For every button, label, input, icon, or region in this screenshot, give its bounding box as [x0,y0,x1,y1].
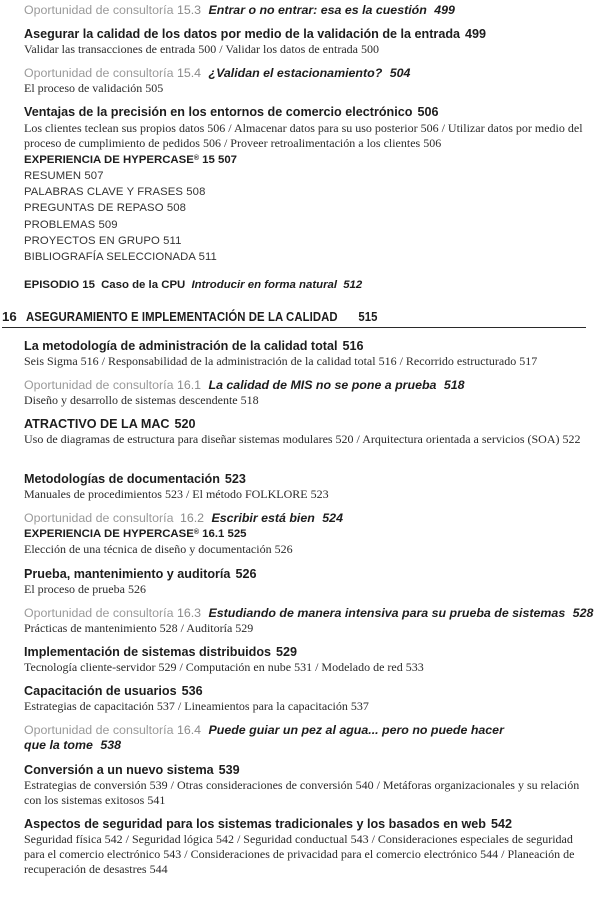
episode-title: Introducir en forma natural [191,279,338,291]
consulting-title: Entrar o no entrar: esa es la cuestión [208,3,427,17]
section-title: Conversión a un nuevo sistema [24,763,214,777]
episode-15 [24,278,586,292]
section-heading [24,763,586,778]
consulting-number: 15.3 [176,3,202,17]
episode-label: EPISODIO 15 [24,279,95,291]
consulting-label: Oportunidad de consultoría [24,723,174,737]
consulting-number: 16.3 [176,606,202,620]
list-item: PREGUNTAS DE REPASO 508 [24,202,186,215]
consulting-opportunity-16-2 [24,511,586,526]
hypercase-experience-15 [24,153,586,167]
section-body: Los clientes teclean sus propios datos 506 / Almacenar datos para su uso posterior 506 / Utilizar datos por medio del proceso de cumplimiento de pedidos 506 / Proveer retroalimentación a los clientes 506 [24,121,583,150]
experience-title: EXPERIENCIA DE HYPERCASE [24,154,194,166]
consulting-title: La calidad de MIS no se pone a prueba [208,378,437,392]
section-page: 526 [235,567,257,581]
consulting-body: Diseño y desarrollo de sistemas descendente 518 [24,393,259,407]
chapter-title: ASEGURAMIENTO E IMPLEMENTACIÓN DE LA CALIDAD [25,309,338,324]
section-title: La metodología de administración de la calidad total [24,339,338,353]
section-heading [24,472,586,487]
section-body: El proceso de prueba 526 [24,582,146,596]
section-page: 516 [342,339,364,353]
consulting-label: Oportunidad de consultoría [24,378,174,392]
section-title: Prueba, mantenimiento y auditoría [24,567,231,581]
consulting-opportunity-16-3 [24,606,594,621]
consulting-opportunity-16-1 [24,378,586,393]
consulting-number: 16.2 [179,511,205,525]
registered-mark: ® [193,529,200,536]
list-item: PALABRAS CLAVE Y FRASES 508 [24,186,206,199]
section-title: Aspectos de seguridad para los sistemas tradicionales y los basados en web [24,817,486,831]
section-heading [24,105,586,120]
experience-number-page: 15 507 [199,154,238,166]
section-title: Asegurar la calidad de los datos por medio de la validación de la entrada [24,27,461,41]
section-title: Ventajas de la precisión en los entornos de comercio electrónico [24,105,413,119]
consulting-number: 16.1 [176,378,202,392]
section-body: Tecnología cliente-servidor 529 / Computación en nube 531 / Modelado de red 533 [24,660,424,674]
consulting-title: ¿Validan el estacionamiento? [208,66,383,80]
consulting-body: El proceso de validación 505 [24,81,164,95]
section-body: Seguridad física 542 / Seguridad lógica 542 / Seguridad conductual 543 / Consideraciones especiales de seguridad para el comercio electrónico 543 / Consideraciones de privacidad para el comercio electrónico 544 / Planeación de recuperación de desastres 544 [24,832,575,876]
section-heading [24,567,586,582]
section-title: ATRACTIVO DE LA MAC [24,417,170,431]
chapter-page: 515 [358,309,378,324]
hypercase-experience-16-1 [24,527,586,541]
consulting-opportunity-15-4 [24,66,586,81]
consulting-page: 524 [322,511,343,525]
consulting-label: Oportunidad de consultoría [24,606,174,620]
section-heading [24,684,586,699]
chapter-rule [2,327,586,328]
section-body: Estrategias de conversión 539 / Otras consideraciones de conversión 540 / Metáforas organizacionales y su relación con los sistemas exitosos 541 [24,778,580,807]
consulting-title: Escribir está bien [211,511,315,525]
experience-title: EXPERIENCIA DE HYPERCASE [24,528,194,540]
section-body: Manuales de procedimientos 523 / El método FOLKLORE 523 [24,487,329,501]
section-heading [24,817,586,832]
consulting-title: Puede guiar un pez al agua... pero no puede hacer [208,723,504,737]
episode-case: Caso de la CPU [101,279,186,291]
chapter-title-with-page [26,309,378,324]
section-page: 499 [465,27,487,41]
list-item: PROYECTOS EN GRUPO 511 [24,234,182,247]
consulting-opportunity-16-4 [24,723,586,738]
consulting-title-continuation [24,738,586,753]
section-body: Validar las transacciones de entrada 500 / Validar los datos de entrada 500 [24,42,379,56]
consulting-title: Estudiando de manera intensiva para su prueba de sistemas [208,606,566,620]
section-page: 520 [174,417,196,431]
section-page: 523 [224,472,246,486]
section-page: 542 [490,817,512,831]
consulting-page: 499 [434,3,455,17]
experience-body: Elección de una técnica de diseño y documentación 526 [24,542,293,556]
experience-number-page: 16.1 525 [199,528,247,540]
consulting-number: 16.4 [176,723,202,737]
episode-page: 512 [343,279,363,291]
chapter-heading [2,309,586,327]
consulting-page: 528 [572,606,594,620]
list-item: PROBLEMAS 509 [24,218,118,231]
end-of-chapter-list [24,168,586,265]
section-heading [24,27,586,42]
consulting-page: 538 [100,738,121,752]
section-page: 506 [417,105,439,119]
consulting-body: Prácticas de mantenimiento 528 / Auditoría 529 [24,621,254,635]
chapter-number: 16 [2,309,17,324]
consulting-title: que la tome [24,738,93,752]
section-body: Uso de diagramas de estructura para diseñar sistemas modulares 520 / Arquitectura orientada a servicios (SOA) 522 [24,432,581,446]
list-item: BIBLIOGRAFÍA SELECCIONADA 511 [24,251,217,264]
section-page: 529 [276,645,298,659]
section-body: Estrategias de capacitación 537 / Lineamientos para la capacitación 537 [24,699,369,713]
section-heading [24,645,586,660]
section-heading [24,417,586,432]
section-title: Implementación de sistemas distribuidos [24,645,272,659]
section-title: Metodologías de documentación [24,472,220,486]
list-item: RESUMEN 507 [24,170,104,182]
registered-mark: ® [193,155,200,162]
consulting-label: Oportunidad de consultoría [24,511,174,525]
consulting-page: 518 [443,378,465,392]
consulting-number: 15.4 [176,66,202,80]
section-body: Seis Sigma 516 / Responsabilidad de la administración de la calidad total 516 / Recorrido estructurado 517 [24,354,538,368]
section-heading [24,339,586,354]
consulting-label: Oportunidad de consultoría [24,3,174,17]
section-page: 536 [181,684,203,698]
consulting-opportunity-15-3 [24,3,586,18]
consulting-label: Oportunidad de consultoría [24,66,174,80]
section-page: 539 [218,763,240,777]
section-title: Capacitación de usuarios [24,684,177,698]
consulting-page: 504 [389,66,411,80]
